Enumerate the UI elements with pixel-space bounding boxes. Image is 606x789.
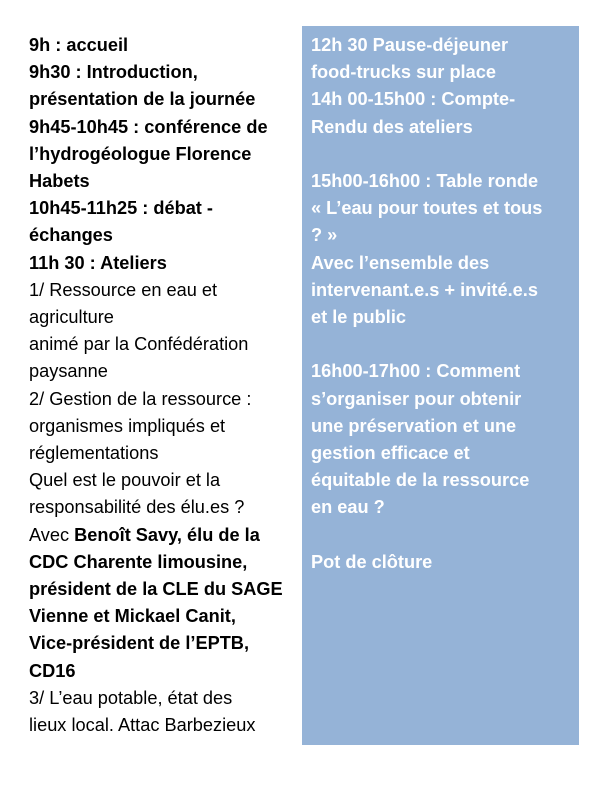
programme-line: intervenant.e.s + invité.e.s xyxy=(311,279,538,300)
programme-line: une préservation et une xyxy=(311,415,517,436)
speaker-names: Benoît Savy, élu de la xyxy=(74,524,260,545)
programme-line: 9h30 : Introduction, xyxy=(29,62,198,83)
programme-line: équitable de la ressource xyxy=(311,470,530,491)
programme-line: président de la CLE du SAGE xyxy=(29,579,283,600)
programme-line: agriculture xyxy=(29,307,114,328)
programme-line: 9h : accueil xyxy=(29,35,129,55)
programme-line: ? » xyxy=(311,225,338,246)
programme-line: food-trucks sur place xyxy=(311,62,496,83)
programme-line: Rendu des ateliers xyxy=(311,116,473,137)
programme-line: responsabilité des élu.es ? xyxy=(29,497,245,518)
line-prefix: Avec xyxy=(29,524,75,545)
programme-line: en eau ? xyxy=(311,497,385,518)
programme-line xyxy=(29,522,301,549)
programme-line: 12h 30 Pause-déjeuner xyxy=(311,35,509,55)
programme-line: animé par la Confédération xyxy=(29,334,249,355)
programme-line: « L’eau pour toutes et tous xyxy=(311,198,543,219)
programme-line: lieux local. Attac Barbezieux xyxy=(29,715,256,736)
blank-line xyxy=(311,141,579,168)
programme-line: gestion efficace et xyxy=(311,443,470,464)
afternoon-programme xyxy=(302,26,579,745)
programme-line: 2/ Gestion de la ressource : xyxy=(29,388,252,409)
programme-line: 11h 30 : Ateliers xyxy=(29,252,167,273)
programme-line: s’organiser pour obtenir xyxy=(311,388,522,409)
programme-line: organismes impliqués et xyxy=(29,415,226,436)
programme-line: paysanne xyxy=(29,361,108,382)
programme-line: échanges xyxy=(29,225,113,246)
programme-line: Avec l’ensemble des xyxy=(311,252,490,273)
programme-line: Quel est le pouvoir et la xyxy=(29,470,221,491)
blank-line xyxy=(311,522,579,549)
programme-line: 1/ Ressource en eau et xyxy=(29,279,218,300)
morning-programme xyxy=(29,32,301,739)
programme-line: Pot de clôture xyxy=(311,551,433,572)
programme-line: 9h45-10h45 : conférence de xyxy=(29,116,268,137)
programme-line: CD16 xyxy=(29,660,76,681)
programme-line: Habets xyxy=(29,171,90,192)
programme-line: Vienne et Mickael Canit, xyxy=(29,606,236,627)
programme-line: 14h 00-15h00 : Compte- xyxy=(311,89,516,110)
programme-line: 3/ L’eau potable, état des xyxy=(29,687,233,708)
programme-line: CDC Charente limousine, xyxy=(29,551,248,572)
programme-line: 16h00-17h00 : Comment xyxy=(311,361,521,382)
programme-line: réglementations xyxy=(29,443,159,464)
programme-line: Vice-président de l’EPTB, xyxy=(29,633,249,654)
programme-line: l’hydrogéologue Florence xyxy=(29,143,252,164)
programme-line: 10h45-11h25 : débat - xyxy=(29,198,213,219)
programme-line: 15h00-16h00 : Table ronde xyxy=(311,171,539,191)
programme-line: présentation de la journée xyxy=(29,89,256,110)
programme-line: et le public xyxy=(311,307,406,328)
blank-line xyxy=(311,331,579,358)
